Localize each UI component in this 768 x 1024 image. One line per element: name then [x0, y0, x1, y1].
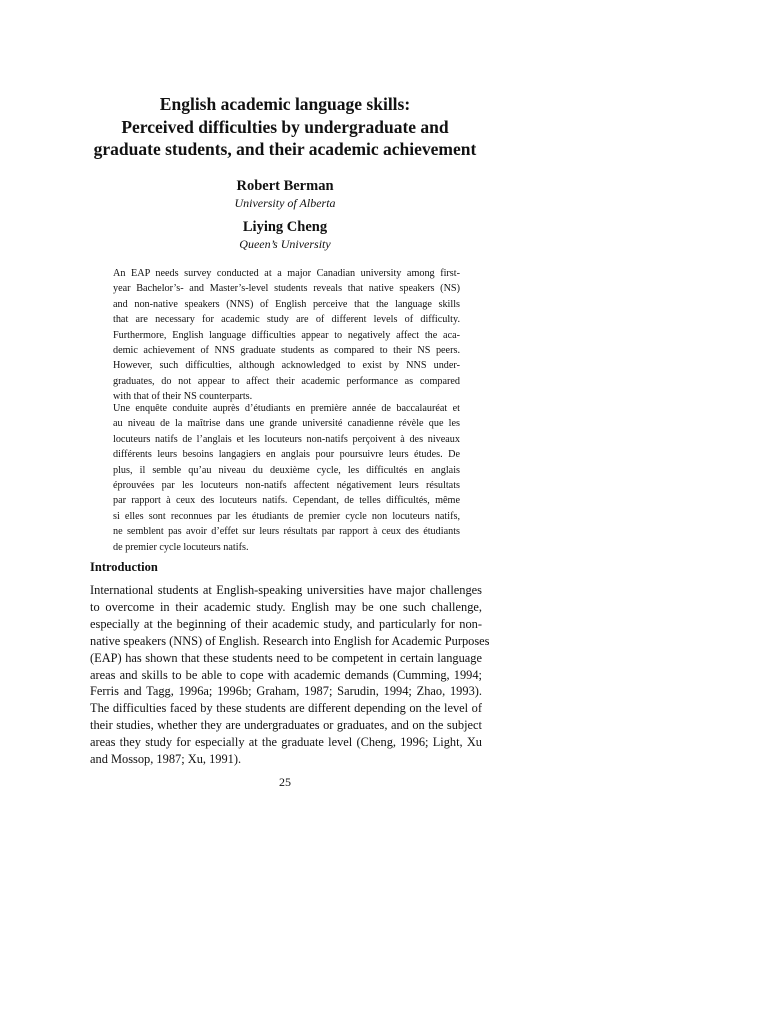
title-line: graduate students, and their academic achievement [93, 139, 477, 159]
abstract-line: au niveau de la maîtrise dans une grande université canadienne révèle que les [113, 418, 460, 430]
body-line: especially at the beginning of their academic study, and particularly for non- [90, 616, 482, 631]
title-line: English academic language skills: [159, 94, 411, 114]
abstract-french [113, 401, 460, 555]
abstract-line: year Bachelor’s- and Master’s-level students reveals that native speakers (NS) [113, 283, 460, 295]
body-line: areas and skills to be able to cope with academic demands (Cumming, 1994; [90, 667, 482, 682]
abstract-line: par rapport à ceux des locuteurs natifs. Cependant, de telles difficultés, même [113, 495, 460, 507]
body-line: The difficulties faced by these students are different depending on the level of [90, 701, 482, 716]
author-1 [85, 177, 485, 211]
abstract-line: with that of their NS counterparts. [113, 391, 253, 403]
abstract-line: graduates, do not appear to affect their academic performance as compared [113, 375, 460, 387]
body-line: and Mossop, 1987; Xu, 1991). [90, 752, 242, 767]
abstract-line: However, such difficulties, although acknowledged to exist by NNS under- [113, 360, 460, 372]
section-heading-introduction: Introduction [90, 560, 158, 574]
paper-title [60, 93, 510, 161]
abstract-english [113, 266, 460, 405]
abstract-line: locuteurs natifs de l’anglais et les locuteurs non-natifs perçoivent à des niveaux [113, 433, 460, 445]
body-line: (EAP) has shown that these students need to be competent in certain language [90, 650, 482, 665]
body-line: International students at English-speaking universities have major challenges [90, 583, 482, 597]
abstract-line: ne semblent pas avoir d’effet sur leurs résultats par rapport à ceux des étudiants [113, 526, 460, 538]
abstract-line: éprouvées par les locuteurs non-natifs affectent négativement leurs résultats [113, 480, 460, 492]
body-line: to overcome in their academic study. English may be one such challenge, [90, 599, 482, 614]
abstract-line: An EAP needs survey conducted at a major Canadian university among first- [113, 268, 460, 279]
abstract-line: plus, il semble qu’au niveau du deuxième cycle, les difficultés en anglais [113, 464, 460, 476]
body-line: areas they study for especially at the graduate level (Cheng, 1996; Light, Xu [90, 735, 482, 750]
abstract-line: Une enquête conduite auprès d’étudiants en première année de baccalauréat et [113, 403, 460, 414]
abstract-line: Furthermore, English language difficulties appear to negatively affect the aca- [113, 329, 460, 341]
abstract-line: and non-native speakers (NNS) of English perceive that the language skills [113, 298, 460, 310]
abstract-line: de premier cycle locuteurs natifs. [113, 541, 249, 553]
abstract-line: that are necessary for academic study are of different levels of difficulty. [113, 314, 460, 326]
author-name: Liying Cheng [242, 219, 328, 235]
abstract-line: différents leurs besoins langagiers en anglais pour poursuivre leurs études. De [113, 449, 460, 461]
body-line: their studies, whether they are undergraduates or graduates, and on the subject [90, 718, 482, 733]
abstract-line: demic achievement of NNS graduate students as compared to their NS peers. [113, 345, 460, 357]
body-line: Ferris and Tagg, 1996a; 1996b; Graham, 1987; Sarudin, 1994; Zhao, 1993). [90, 684, 482, 699]
title-line: Perceived difficulties by undergraduate and [121, 116, 449, 137]
author-2 [85, 218, 485, 252]
author-affiliation: Queen’s University [239, 237, 331, 251]
author-name: Robert Berman [236, 178, 334, 194]
body-line: native speakers (NNS) of English. Research into English for Academic Purposes [90, 633, 490, 648]
abstract-line: si elles sont reconnues par les étudiants de premier cycle non locuteurs natifs, [113, 510, 460, 522]
page-number: 25 [279, 775, 291, 789]
author-affiliation: University of Alberta [234, 196, 336, 210]
introduction-paragraph [90, 582, 490, 768]
